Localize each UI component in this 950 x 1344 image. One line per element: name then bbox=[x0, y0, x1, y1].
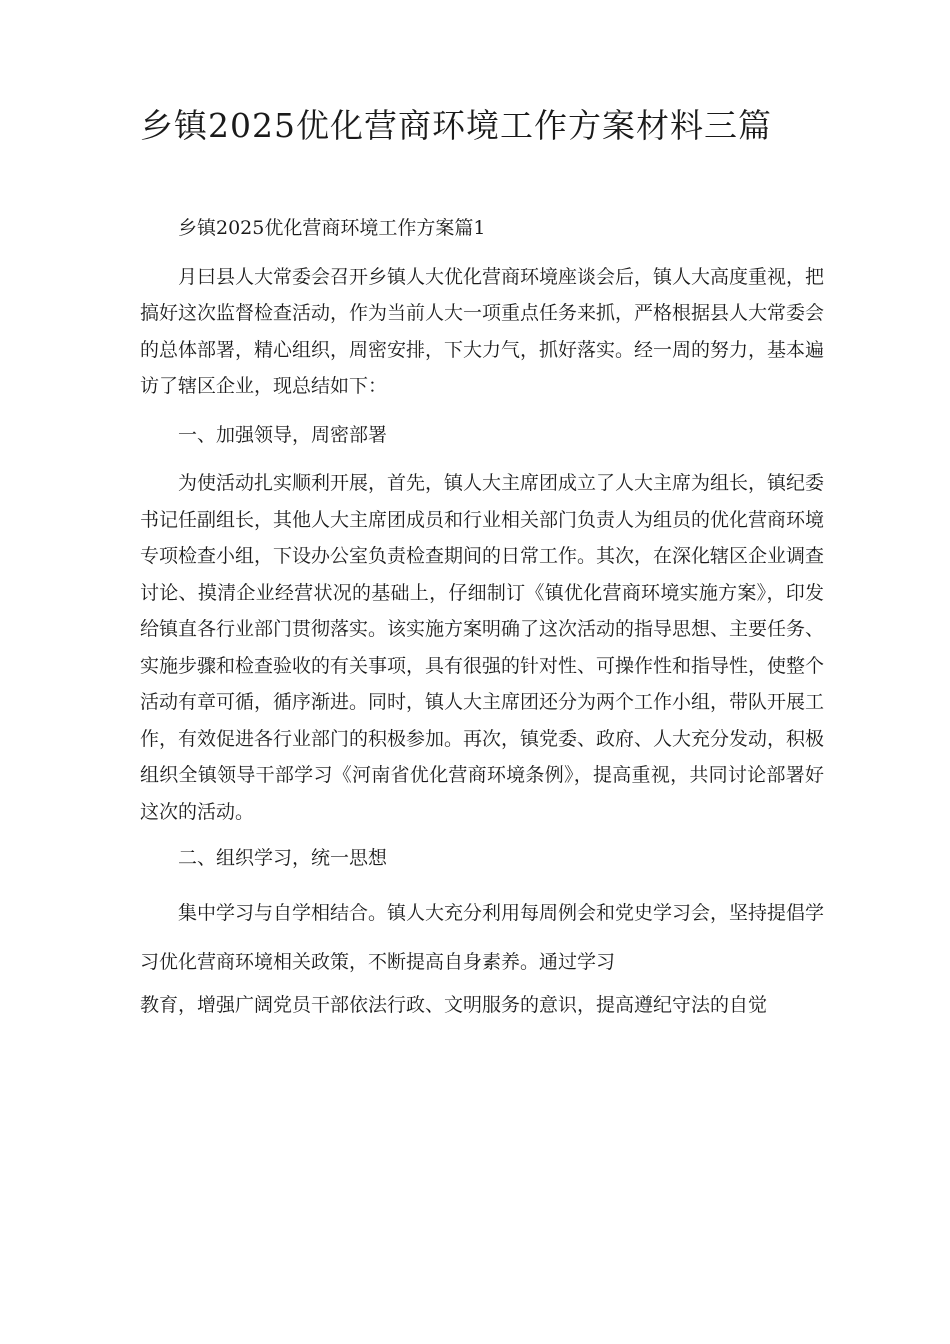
heading-leadership: 一、加强领导，周密部署 bbox=[178, 423, 388, 446]
paragraph-education: 教育，增强广阔党员干部依法行政、文明服务的意识，提高遵纪守法的自觉 bbox=[140, 993, 768, 1016]
paragraph-leadership: 为使活动扎实顺利开展，首先，镇人大主席团成立了人大主席为组长，镇纪委书记任副组长，其他人大主席团成员和行业相关部门负责人为组员的优化营商环境专项检查小组，下设办公室负责检查期间的日常工作。其次，在深化辖区企业调查讨论、摸清企业经营状况的基础上，仔细制订《镇优化营商环境实施方案》，印发给镇直各行业部门贯彻落实。该实施方案明确了这次活动的指导思想、主要任务、实施步骤和检查验收的有关事项，具有很强的针对性、可操作性和指导性，使整个活动有章可循，循序渐进。同时，镇人大主席团还分为两个工作小组，带队开展工作，有效促进各行业部门的积极参加。再次，镇党委、政府、人大充分发动，积极组织全镇领导干部学习《河南省优化营商环境条例》，提高重视，共同讨论部署好这次的活动。 bbox=[140, 472, 825, 823]
paragraph-study: 集中学习与自学相结合。镇人大充分利用每周例会和党史学习会，坚持提倡学习优化营商环境相关政策，不断提高自身素养。通过学习 bbox=[140, 901, 825, 973]
intro-paragraph: 月曰县人大常委会召开乡镇人大优化营商环境座谈会后，镇人大高度重视，把搞好这次监督检查活动，作为当前人大一项重点任务来抓，严格根据县人大常委会的总体部署，精心组织，周密安排，下大力气，抓好落实。经一周的努力，基本遍访了辖区企业，现总结如下： bbox=[140, 265, 825, 397]
document-body bbox=[140, 210, 824, 1023]
document-title: 乡镇2025优化营商环境工作方案材料三篇 bbox=[140, 106, 772, 145]
heading-study: 二、组织学习，统一思想 bbox=[178, 847, 388, 869]
section-title: 乡镇2025优化营商环境工作方案篇1 bbox=[178, 217, 486, 239]
